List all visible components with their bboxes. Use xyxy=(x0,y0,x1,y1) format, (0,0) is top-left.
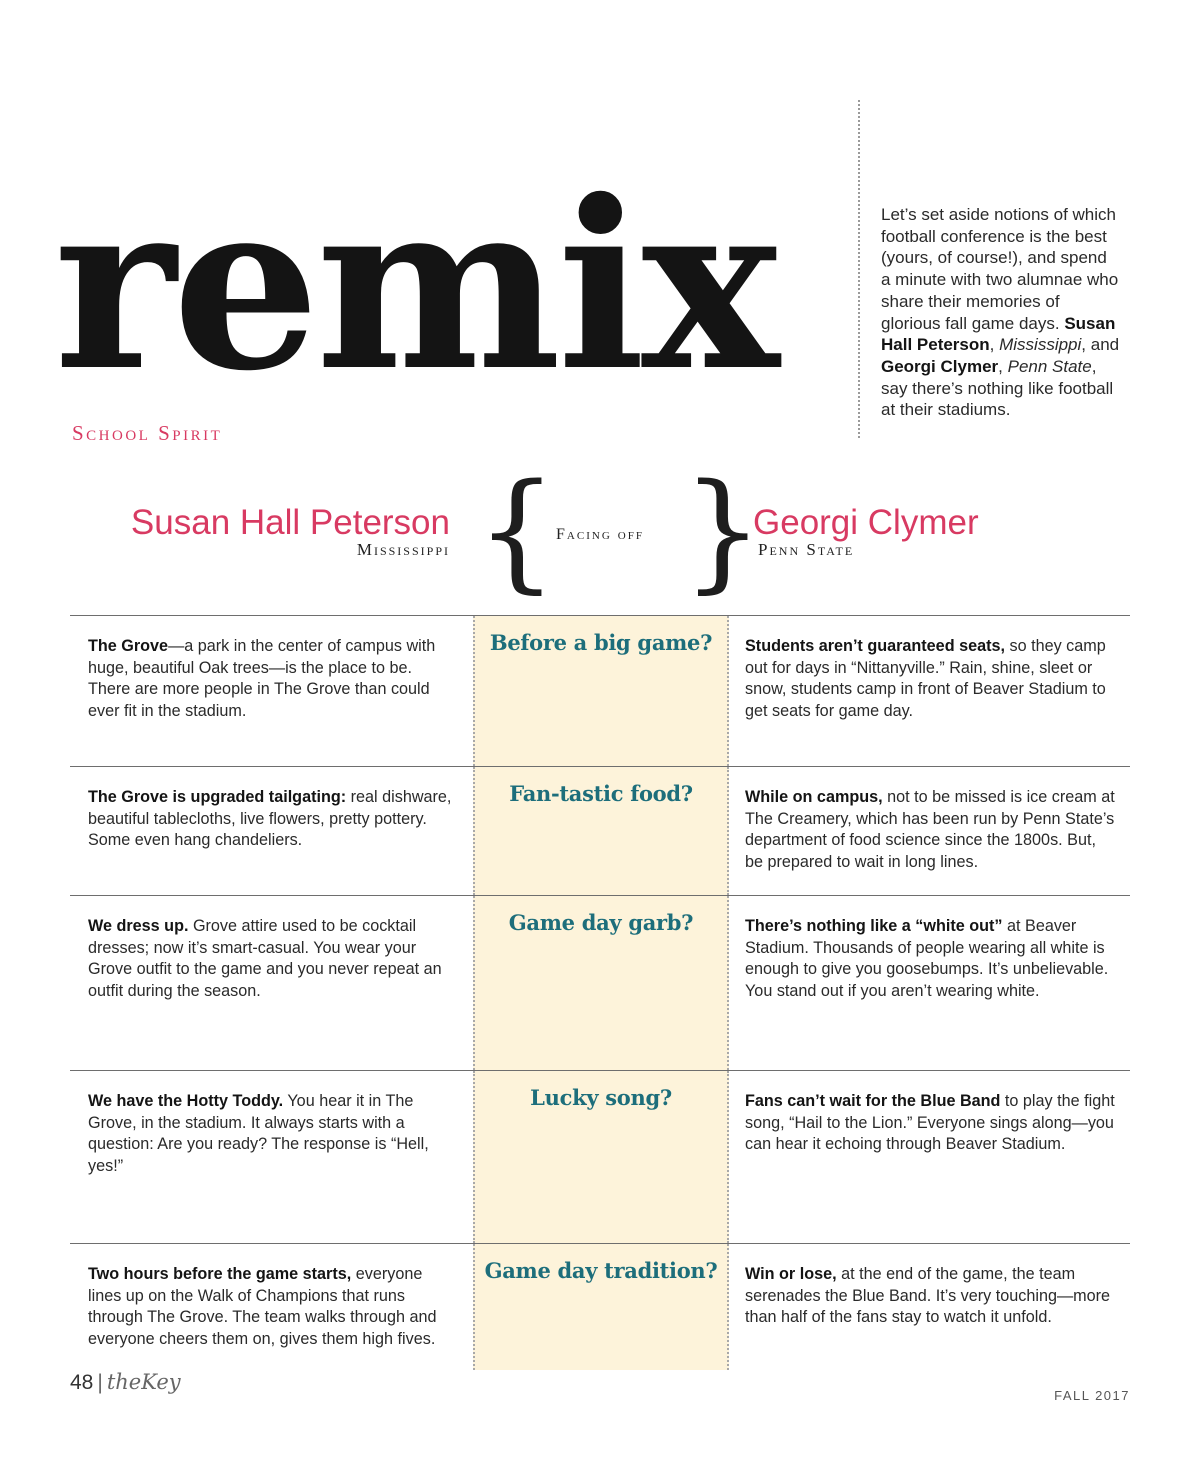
answer-lead: Fans can’t wait for the Blue Band xyxy=(745,1092,1001,1110)
issue-date: FALL 2017 xyxy=(1054,1388,1130,1403)
intro-text: Let’s set aside notions of which football conference is the best (yours, of course!), and spend a minute with two alumnae who share their memories of glorious fall game days. xyxy=(881,205,1119,333)
answer-right xyxy=(729,1244,1130,1370)
comparison-row xyxy=(70,766,1130,895)
intro-comma: , xyxy=(989,335,1000,355)
intro-text-end: , say there’s nothing like football at their stadiums. xyxy=(881,356,1114,420)
intro-comma: , xyxy=(998,356,1008,376)
intro-school-mississippi: Mississippi xyxy=(999,335,1082,355)
intro-name-peterson: Susan Hall Peterson xyxy=(881,313,1116,355)
facing-off-label: Facing off xyxy=(556,526,644,543)
answer-lead: The Grove is upgraded tailgating: xyxy=(88,788,347,806)
answer-right xyxy=(729,767,1130,895)
answer-left xyxy=(70,1071,473,1243)
question-cell: Game day garb? xyxy=(473,896,729,1070)
comparison-row xyxy=(70,1243,1130,1370)
page-folio xyxy=(70,1370,181,1395)
right-brace: } xyxy=(682,457,764,606)
answer-text: at the end of the game, the team serenades the Blue Band. It’s very touching—more than half of the fans stay to watch it unfold. xyxy=(745,1265,1111,1327)
answer-left xyxy=(70,767,473,895)
answer-text: real dishware, beautiful tablecloths, live flowers, pretty pottery. Some even hang chandeliers. xyxy=(88,788,452,850)
comparison-table xyxy=(70,615,1130,1370)
answer-lead: The Grove xyxy=(88,637,169,655)
question-cell: Before a big game? xyxy=(473,616,729,766)
answer-text: at Beaver Stadium. Thousands of people wearing all white is enough to give you goosebumps. It’s unbelievable. You stand out if you aren’t wearing white. xyxy=(745,917,1109,1000)
comparison-row xyxy=(70,1070,1130,1243)
answer-left xyxy=(70,896,473,1070)
answer-lead: Students aren’t guaranteed seats, xyxy=(745,637,1005,655)
answer-left xyxy=(70,616,473,766)
comparison-row xyxy=(70,895,1130,1070)
intro-school-penn-state: Penn State xyxy=(1007,356,1092,376)
answer-right xyxy=(729,616,1130,766)
answer-lead: There’s nothing like a “white out” xyxy=(745,917,1003,935)
left-brace: { xyxy=(476,457,558,606)
answer-lead: We dress up. xyxy=(88,917,189,935)
folio-separator: | xyxy=(97,1371,103,1394)
contender-name-left: Susan Hall Peterson xyxy=(130,503,450,542)
intro-name-clymer: Georgi Clymer xyxy=(881,356,999,376)
answer-lead: While on campus, xyxy=(745,788,883,806)
answer-left xyxy=(70,1244,473,1370)
vertical-divider xyxy=(858,100,860,438)
answer-text: not to be missed is ice cream at The Creamery, which has been run by Penn State’s department of food science since the 1800s. But, be prepared to wait in long lines. xyxy=(745,788,1115,871)
intro-paragraph xyxy=(881,204,1121,421)
answer-lead: Win or lose, xyxy=(745,1265,837,1283)
contender-name-right: Georgi Clymer xyxy=(753,503,979,542)
answer-text: everyone lines up on the Walk of Champions that runs through The Grove. The team walks through and everyone cheers them on, gives them high fives. xyxy=(88,1265,437,1348)
answer-text: You hear it in The Grove, in the stadium. It always starts with a question: Are you ready? The response is “Hell, yes!” xyxy=(88,1092,429,1175)
comparison-row xyxy=(70,615,1130,766)
question-cell: Fan-tastic food? xyxy=(473,767,729,895)
contender-school-left: Mississippi xyxy=(356,540,450,559)
answer-text: so they camp out for days in “Nittanyville.” Rain, shine, sleet or snow, students camp in front of Beaver Stadium to get seats for game day. xyxy=(745,637,1106,720)
contender-school-right: Penn State xyxy=(758,540,855,559)
page-number: 48 xyxy=(70,1371,94,1394)
page-title: remix xyxy=(54,149,776,422)
question-cell: Game day tradition? xyxy=(473,1244,729,1370)
answer-text: —a park in the center of campus with huge, beautiful Oak trees—is the place to be. There are more people in The Grove than could ever fit in the stadium. xyxy=(88,637,436,720)
question-cell: Lucky song? xyxy=(473,1071,729,1243)
answer-lead: Two hours before the game starts, xyxy=(88,1265,352,1283)
intro-and: , and xyxy=(1081,335,1120,355)
answer-right xyxy=(729,1071,1130,1243)
magazine-logo: theKey xyxy=(106,1370,181,1394)
answer-text: to play the fight song, “Hail to the Lion.” Everyone sings along—you can hear it echoing through Beaver Stadium. xyxy=(745,1092,1115,1154)
answer-right xyxy=(729,896,1130,1070)
section-label: School Spirit xyxy=(72,421,223,445)
answer-lead: We have the Hotty Toddy. xyxy=(88,1092,284,1110)
answer-text: Grove attire used to be cocktail dresses; now it’s smart-casual. You wear your Grove outfit to the game and you never repeat an outfit during the season. xyxy=(88,917,442,1000)
